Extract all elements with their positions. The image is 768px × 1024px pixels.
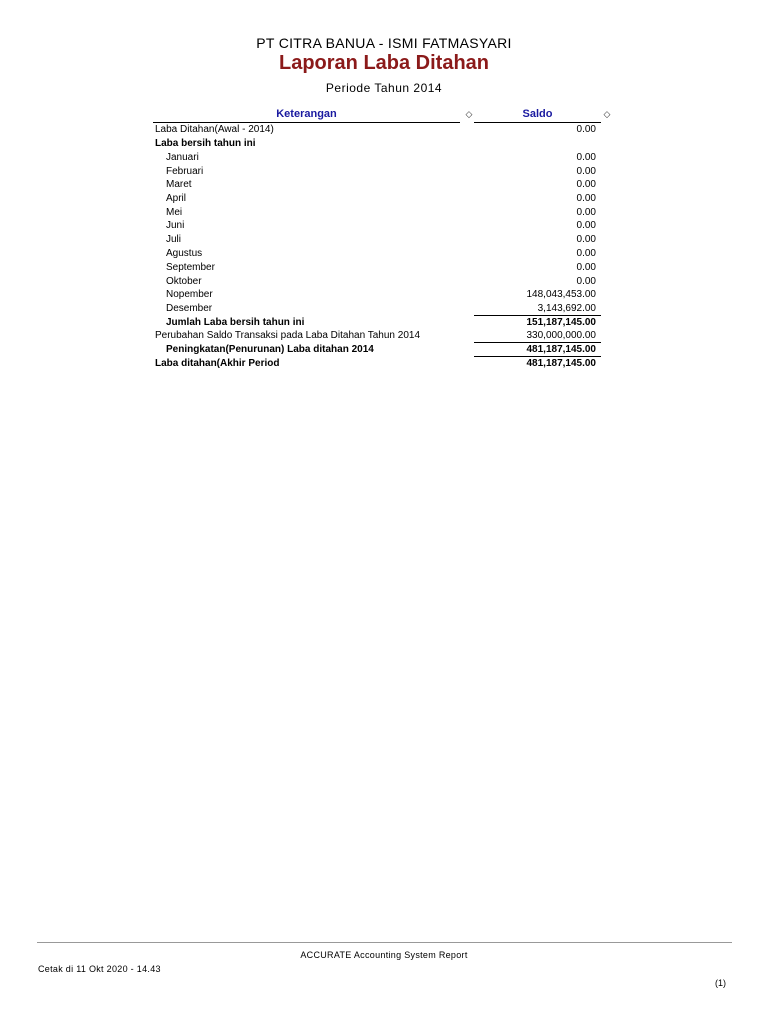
table-row — [155, 302, 596, 315]
footer-system-name: ACCURATE Accounting System Report — [300, 950, 468, 960]
row-value: 0.00 — [576, 166, 596, 177]
row-label: Laba Ditahan(Awal - 2014) — [155, 124, 274, 135]
row-label: Mei — [166, 207, 183, 218]
table-row — [155, 357, 596, 370]
row-value: 481,187,145.00 — [526, 344, 596, 355]
table-row — [155, 316, 596, 329]
row-value: 151,187,145.00 — [526, 317, 596, 328]
row-label: Juni — [166, 220, 185, 231]
row-value: 0.00 — [576, 234, 596, 245]
table-row — [155, 178, 596, 191]
table-row — [155, 165, 596, 178]
row-label: September — [166, 262, 215, 273]
row-value: 0.00 — [576, 152, 596, 163]
table-row — [155, 192, 596, 205]
row-value: 0.00 — [576, 193, 596, 204]
table-row — [155, 343, 596, 356]
report-period: Periode Tahun 2014 — [325, 81, 443, 95]
row-label: Laba bersih tahun ini — [155, 138, 256, 149]
row-label: Maret — [166, 179, 192, 190]
footer-page-number: (1) — [715, 978, 726, 988]
row-value: 330,000,000.00 — [526, 330, 596, 341]
column-header-saldo[interactable]: Saldo — [474, 108, 601, 123]
sort-diamond-icon[interactable]: ◇ — [603, 109, 611, 119]
row-label: Laba ditahan(Akhir Period — [155, 358, 280, 369]
row-label: Februari — [166, 166, 204, 177]
table-row — [155, 329, 596, 342]
table-row — [155, 288, 596, 301]
table-row — [155, 261, 596, 274]
row-label: Jumlah Laba bersih tahun ini — [166, 317, 305, 328]
row-label: Agustus — [166, 248, 203, 259]
row-value: 0.00 — [576, 179, 596, 190]
row-value: 0.00 — [576, 248, 596, 259]
table-row — [155, 151, 596, 164]
row-label: Oktober — [166, 276, 202, 287]
column-header-keterangan[interactable]: Keterangan — [153, 108, 460, 123]
table-row — [155, 233, 596, 246]
row-label: April — [166, 193, 187, 204]
table-row — [155, 206, 596, 219]
row-label: Januari — [166, 152, 199, 163]
row-label: Juli — [166, 234, 182, 245]
row-value: 3,143,692.00 — [537, 303, 596, 314]
table-row — [155, 137, 596, 150]
row-value: 0.00 — [576, 124, 596, 135]
company-name: PT CITRA BANUA - ISMI FATMASYARI — [256, 35, 512, 51]
footer-print-date: Cetak di 11 Okt 2020 - 14.43 — [38, 964, 161, 974]
row-label: Desember — [166, 303, 213, 314]
table-row — [155, 275, 596, 288]
row-label: Peningkatan(Penurunan) Laba ditahan 2014 — [166, 344, 374, 355]
row-value: 0.00 — [576, 220, 596, 231]
table-row — [155, 247, 596, 260]
row-label: Nopember — [166, 289, 213, 300]
sort-diamond-icon[interactable]: ◇ — [465, 109, 473, 119]
footer-divider — [37, 942, 732, 943]
row-label: Perubahan Saldo Transaksi pada Laba Ditahan Tahun 2014 — [155, 330, 421, 341]
row-value: 0.00 — [576, 276, 596, 287]
row-value: 481,187,145.00 — [526, 358, 596, 369]
table-row — [155, 123, 596, 136]
row-value: 0.00 — [576, 207, 596, 218]
row-value: 148,043,453.00 — [526, 289, 596, 300]
row-value: 0.00 — [576, 262, 596, 273]
table-row — [155, 219, 596, 232]
report-title: Laporan Laba Ditahan — [278, 52, 490, 74]
